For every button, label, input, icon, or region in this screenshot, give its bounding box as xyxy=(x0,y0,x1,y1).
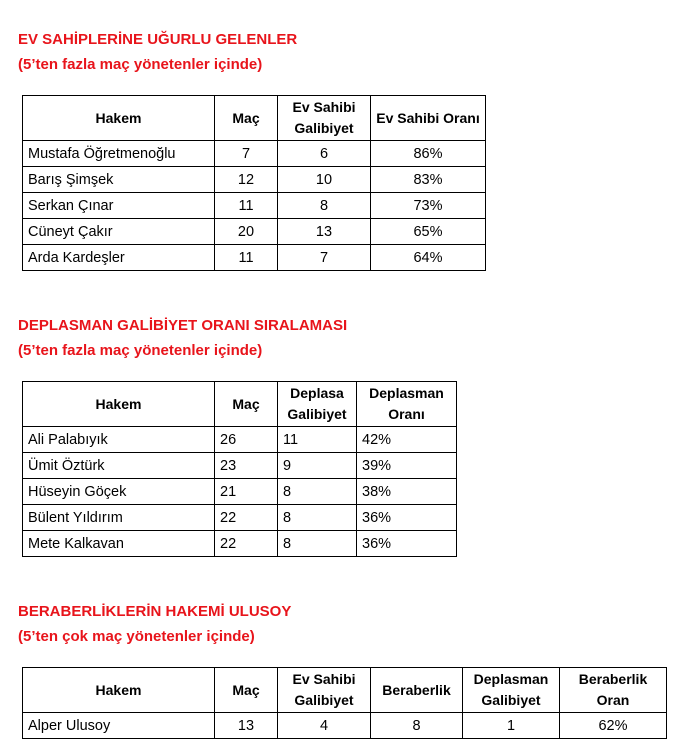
header-hakem: Hakem xyxy=(23,96,215,141)
cell-hakem: Mustafa Öğretmenoğlu xyxy=(23,141,215,167)
cell-mac: 12 xyxy=(215,167,278,193)
header-mac: Maç xyxy=(215,382,278,427)
cell-mac: 11 xyxy=(215,245,278,271)
cell-hakem: Ali Palabıyık xyxy=(23,427,215,453)
table-row xyxy=(23,505,457,531)
cell-galibiyet: 8 xyxy=(278,505,357,531)
section-title: DEPLASMAN GALİBİYET ORANI SIRALAMASI xyxy=(18,317,348,334)
header-ev-sahibi-galibiyet: Ev Sahibi Galibiyet xyxy=(278,668,371,713)
cell-mac: 22 xyxy=(215,505,278,531)
cell-galibiyet: 13 xyxy=(278,219,371,245)
cell-hakem: Serkan Çınar xyxy=(23,193,215,219)
cell-galibiyet: 11 xyxy=(278,427,357,453)
header-hakem: Hakem xyxy=(23,382,215,427)
header-ev-sahibi-orani: Ev Sahibi Oranı xyxy=(371,96,486,141)
cell-oran: 83% xyxy=(371,167,486,193)
table-row xyxy=(23,245,486,271)
cell-oran: 73% xyxy=(371,193,486,219)
cell-galibiyet: 10 xyxy=(278,167,371,193)
cell-galibiyet: 8 xyxy=(278,531,357,557)
cell-mac: 11 xyxy=(215,193,278,219)
header-ev-sahibi-galibiyet: Ev Sahibi Galibiyet xyxy=(278,96,371,141)
header-deplasman-orani: Deplasman Oranı xyxy=(357,382,457,427)
header-beraberlik-oran: Beraberlik Oran xyxy=(560,668,667,713)
cell-mac: 20 xyxy=(215,219,278,245)
away-wins-table xyxy=(22,381,457,557)
cell-mac: 13 xyxy=(215,713,278,739)
cell-mac: 7 xyxy=(215,141,278,167)
header-deplasman-galibiyet: Deplasman Galibiyet xyxy=(463,668,560,713)
cell-galibiyet: 6 xyxy=(278,141,371,167)
cell-galibiyet: 7 xyxy=(278,245,371,271)
header-beraberlik: Beraberlik xyxy=(371,668,463,713)
section-title: EV SAHİPLERİNE UĞURLU GELENLER xyxy=(18,31,298,48)
cell-mac: 22 xyxy=(215,531,278,557)
table-row xyxy=(23,427,457,453)
section-subtitle: (5’ten fazla maç yönetenler içinde) xyxy=(18,342,263,359)
header-hakem: Hakem xyxy=(23,668,215,713)
table-header-row xyxy=(23,668,667,713)
cell-hakem: Alper Ulusoy xyxy=(23,713,215,739)
table-header-row xyxy=(23,96,486,141)
cell-hakem: Arda Kardeşler xyxy=(23,245,215,271)
cell-oran: 64% xyxy=(371,245,486,271)
table-row xyxy=(23,193,486,219)
cell-hakem: Cüneyt Çakır xyxy=(23,219,215,245)
cell-oran: 36% xyxy=(357,531,457,557)
table-row xyxy=(23,479,457,505)
cell-galibiyet: 9 xyxy=(278,453,357,479)
cell-oran: 42% xyxy=(357,427,457,453)
header-mac: Maç xyxy=(215,668,278,713)
cell-beraberlik-oran: 62% xyxy=(560,713,667,739)
cell-hakem: Bülent Yıldırım xyxy=(23,505,215,531)
cell-hakem: Mete Kalkavan xyxy=(23,531,215,557)
table-row xyxy=(23,141,486,167)
section-subtitle: (5’ten çok maç yönetenler içinde) xyxy=(18,628,255,645)
cell-deplasman-galibiyet: 1 xyxy=(463,713,560,739)
table-row xyxy=(23,713,667,739)
cell-oran: 38% xyxy=(357,479,457,505)
cell-mac: 21 xyxy=(215,479,278,505)
draws-table xyxy=(22,667,667,739)
cell-oran: 65% xyxy=(371,219,486,245)
cell-mac: 26 xyxy=(215,427,278,453)
cell-beraberlik: 8 xyxy=(371,713,463,739)
section-title: BERABERLİKLERİN HAKEMİ ULUSOY xyxy=(18,603,292,620)
cell-oran: 86% xyxy=(371,141,486,167)
table-header-row xyxy=(23,382,457,427)
table-row xyxy=(23,219,486,245)
cell-hakem: Hüseyin Göçek xyxy=(23,479,215,505)
section-subtitle: (5’ten fazla maç yönetenler içinde) xyxy=(18,56,263,73)
header-deplasa-galibiyet: Deplasa Galibiyet xyxy=(278,382,357,427)
cell-ev-sahibi-galibiyet: 4 xyxy=(278,713,371,739)
table-row xyxy=(23,531,457,557)
cell-hakem: Ümit Öztürk xyxy=(23,453,215,479)
cell-galibiyet: 8 xyxy=(278,479,357,505)
header-mac: Maç xyxy=(215,96,278,141)
table-row xyxy=(23,453,457,479)
cell-oran: 36% xyxy=(357,505,457,531)
cell-oran: 39% xyxy=(357,453,457,479)
cell-mac: 23 xyxy=(215,453,278,479)
home-wins-table xyxy=(22,95,486,271)
cell-galibiyet: 8 xyxy=(278,193,371,219)
cell-hakem: Barış Şimşek xyxy=(23,167,215,193)
table-row xyxy=(23,167,486,193)
